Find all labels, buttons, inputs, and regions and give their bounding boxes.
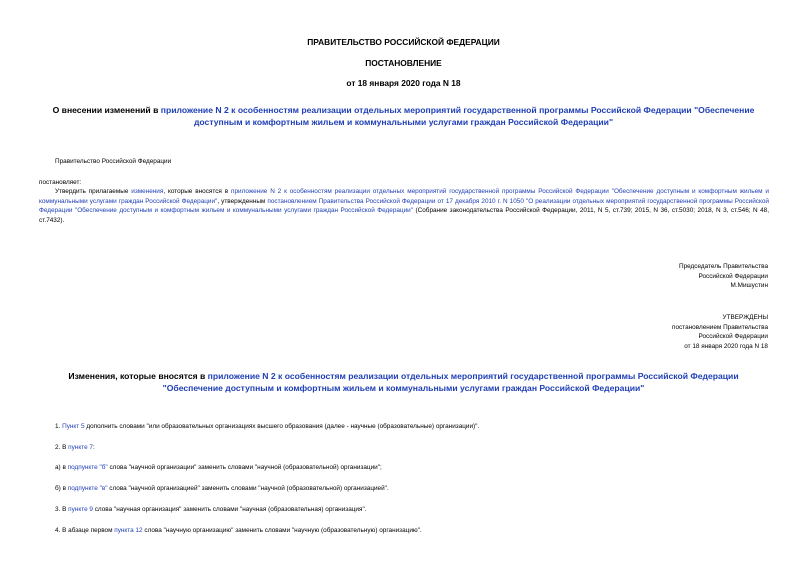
item-1-text: дополнить словами "или образовательных организациях высшего образования (далее - научные (образовательные) организации)". [84, 423, 480, 430]
item-2a-prefix: а) в [55, 464, 68, 471]
decree-text-4: (Собрание законодательства Российской Федерации, 2011, N 5, ст.739; 2015, N 36, ст.5030; 2018, N 3, ст.546; N 48, ст.7432). [39, 207, 769, 224]
item-3-link[interactable]: пункте 9 [68, 506, 93, 513]
approval-word: УТВЕРЖДЕНЫ [722, 314, 768, 321]
document-title [30, 104, 777, 128]
item-4 [55, 526, 422, 536]
item-2b-prefix: б) в [55, 485, 68, 492]
changes-title-annex-link[interactable]: приложение N 2 к особенностям реализации отдельных мероприятий государственной программы Российской Федерации "Обеспечение доступным и комфортным жильем и коммунальными услугами граждан Российской Федерации" [162, 371, 739, 393]
government-heading: ПРАВИТЕЛЬСТВО РОССИЙСКОЙ ФЕДЕРАЦИИ [307, 37, 500, 47]
item-2-link[interactable]: пункте 7 [68, 444, 93, 451]
changes-title [55, 370, 752, 394]
item-2b [55, 484, 389, 494]
decree-text-3: , утвержденным [217, 197, 268, 205]
doc-date-number: от 18 января 2020 года N 18 [346, 78, 461, 88]
issuer-text: Правительство Российской Федерации [55, 158, 172, 165]
item-2a [55, 463, 382, 473]
approval-date: от 18 января 2020 года N 18 [684, 342, 768, 350]
title-prefix: О внесении изменений в [52, 105, 161, 115]
decree-text-1: Утвердить прилагаемые [55, 188, 132, 195]
item-2a-text: слова "научной организации" заменить словами "научной (образовательной) организации"; [107, 464, 382, 471]
item-2-text: : [92, 444, 95, 451]
annex-link[interactable]: приложение N 2 к особенностям реализации отдельных мероприятий государственной программы Российской Федерации "Обеспечение доступным и комфортным жильем и коммунальными услугами граждан Российской Федерации" [39, 188, 770, 205]
signature-block [468, 262, 768, 291]
item-1 [55, 422, 479, 432]
decrees-text: постановляет: [39, 179, 82, 186]
item-2 [55, 443, 95, 453]
item-1-link[interactable]: Пункт 5 [62, 423, 85, 430]
approval-block [468, 313, 768, 351]
item-1-prefix: 1. [55, 423, 63, 430]
item-3 [55, 505, 366, 515]
item-3-text: слова "научная организация" заменить словами "научная (образовательная) организация". [92, 506, 367, 513]
doc-type-heading: ПОСТАНОВЛЕНИЕ [365, 58, 442, 68]
item-4-link[interactable]: пункта 12 [114, 527, 143, 534]
decree-paragraph [39, 187, 769, 225]
decree-text-2: , которые вносятся в [163, 188, 231, 195]
resolution-link[interactable]: постановлением Правительства Российской Федерации от 17 декабря 2010 г. N 1050 "О реализации отдельных мероприятий государственной программы Российской Федерации "Обеспечение доступным и комфортным жильем и коммунальными услугами граждан Российской Федерации" [39, 197, 769, 215]
item-2-prefix: 2. В [55, 444, 69, 451]
changes-link[interactable]: изменения [131, 188, 164, 195]
item-2b-link[interactable]: подпункте "в" [67, 485, 108, 492]
title-annex-link[interactable]: приложение N 2 к особенностям реализации отдельных мероприятий государственной программы Российской Федерации "Обеспечение доступным и комфортным жильем и коммунальными услугами граждан Российской Федерации" [160, 105, 755, 127]
signature-org: Российской Федерации [698, 272, 768, 280]
signature-position: Председатель Правительства [679, 263, 768, 270]
item-2a-link[interactable]: подпункте "б" [67, 464, 108, 471]
item-2b-text: слова "научной организацией" заменить словами "научной (образовательной) организацией". [107, 485, 389, 492]
item-3-prefix: 3. В [55, 506, 69, 513]
signature-name: М.Мишустин [730, 282, 768, 290]
approval-by: постановлением Правительства [672, 323, 768, 331]
changes-title-prefix: Изменения, которые вносятся в [68, 371, 208, 381]
item-4-text: слова "научную организацию" заменить словами "научную (образовательную) организацию". [142, 527, 422, 534]
approval-org: Российской Федерации [698, 333, 768, 341]
item-4-prefix: 4. В абзаце первом [55, 527, 115, 534]
